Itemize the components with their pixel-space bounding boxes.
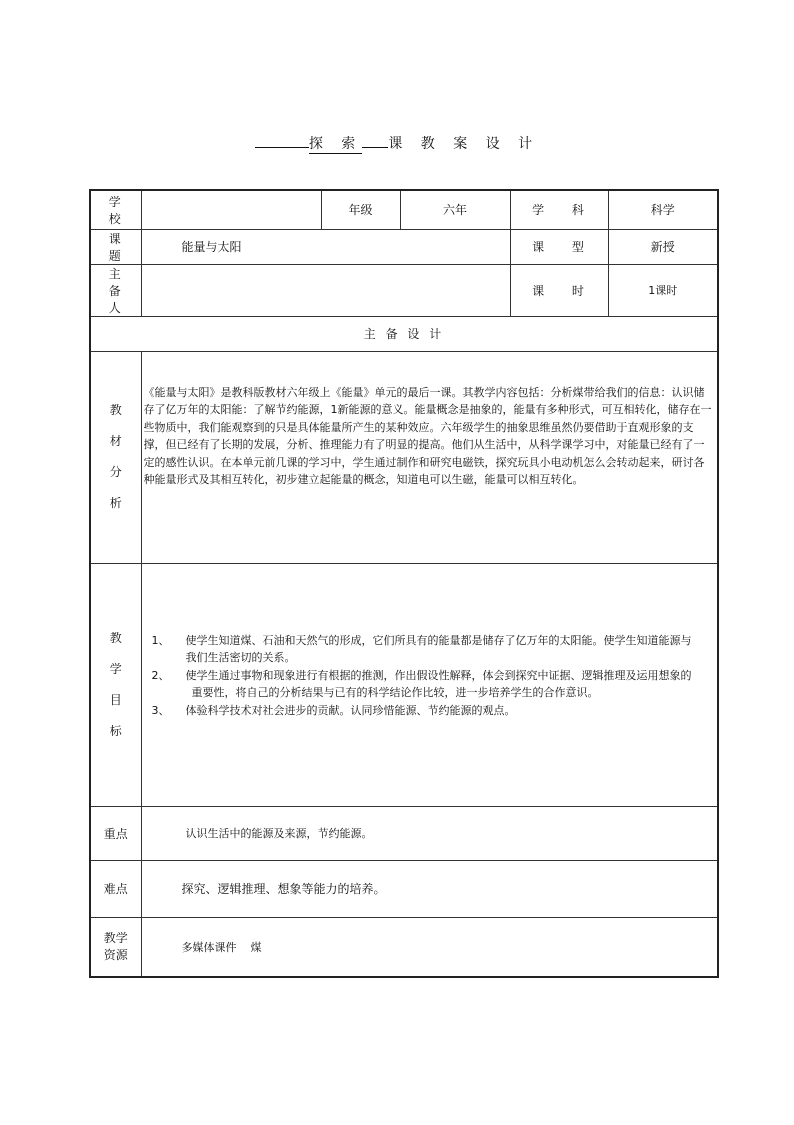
row-topic (90, 229, 718, 264)
resources-label: 教学 资源 (90, 917, 141, 977)
school-label: 学 校 (90, 190, 141, 229)
difficulty-text: 探究、逻辑推理、想象等能力的培养。 (141, 860, 718, 917)
row-design-title (90, 316, 718, 351)
key-point-text: 认识生活中的能源及来源，节约能源。 (141, 806, 718, 860)
subject-value: 科学 (608, 190, 718, 229)
grade-label: 年级 (321, 190, 400, 229)
row-resources (90, 917, 718, 977)
subject-label: 学 科 (510, 190, 608, 229)
objective-item: 3、 体验科学技术对社会进步的贡献。认同珍惜能源、节约能源的观点。 (151, 703, 516, 717)
objective-item: 1、 使学生知道煤、石油和天然气的形成，它们所具有的能量都是储存了亿万年的太阳能。使学生知道能源与 我们生活密切的关系。 (151, 633, 692, 664)
title-underline-right (362, 135, 388, 148)
row-preparer (90, 264, 718, 316)
title-underline-left (255, 135, 309, 148)
objectives-list (141, 563, 718, 806)
preparer-label: 主 备 人 (90, 264, 141, 316)
lesson-plan-table (89, 189, 719, 978)
analysis-text: 《能量与太阳》是教科版教材六年级上《能量》单元的最后一课。其教学内容包括：分析煤带给我们的信息：认识储存了亿万年的太阳能：了解节约能源，1新能源的意义。能量概念是抽象的，能量有多种形式，可互相转化，储存在一些物质中，我们能观察到的只是具体能量所产生的某种效应。六年级学生的抽象思维虽然仍要借助于直观形象的支撑，但已经有了长期的发展，分析、推理能力有了明显的提高。他们从生活中，从科学课学习中，对能量已经有了一定的感性认识。在本单元前几课的学习中，学生通过制作和研究电磁铁，探究玩具小电动机怎么会转动起来，研讨各种能量形式及其相互转化，初步建立起能量的概念，知道电可以生磁，能量可以相互转化。 (141, 351, 718, 563)
topic-label: 课 题 (90, 229, 141, 264)
title-keyword: 探 索 (308, 136, 363, 152)
topic-value: 能量与太阳 (141, 229, 510, 264)
analysis-label: 教 材 分 析 (90, 351, 141, 563)
page-title (0, 133, 794, 153)
grade-value: 六年 (400, 190, 510, 229)
preparer-value (141, 264, 510, 316)
difficulty-label: 难点 (90, 860, 141, 917)
period-label: 课 时 (510, 264, 608, 316)
school-value (141, 190, 321, 229)
objective-item: 2、 使学生通过事物和现象进行有根据的推测，作出假设性解释，体会到探究中证据、逻辑推理及运用想象的 重要性，将自己的分析结果与已有的科学结论作比较，进一步培养学生的合作意识。 (151, 668, 692, 699)
row-objectives (90, 563, 718, 806)
design-title: 主 备 设 计 (90, 316, 718, 351)
key-point-label: 重点 (90, 806, 141, 860)
row-key-point (90, 806, 718, 860)
title-rest: 课 教 案 设 计 (388, 136, 540, 152)
objectives-label: 教 学 目 标 (90, 563, 141, 806)
type-value: 新授 (608, 229, 718, 264)
period-value: 1课时 (608, 264, 718, 316)
resources-text: 多媒体课件 煤 (141, 917, 718, 977)
row-difficulty (90, 860, 718, 917)
row-school (90, 190, 718, 229)
type-label: 课 型 (510, 229, 608, 264)
row-analysis (90, 351, 718, 563)
